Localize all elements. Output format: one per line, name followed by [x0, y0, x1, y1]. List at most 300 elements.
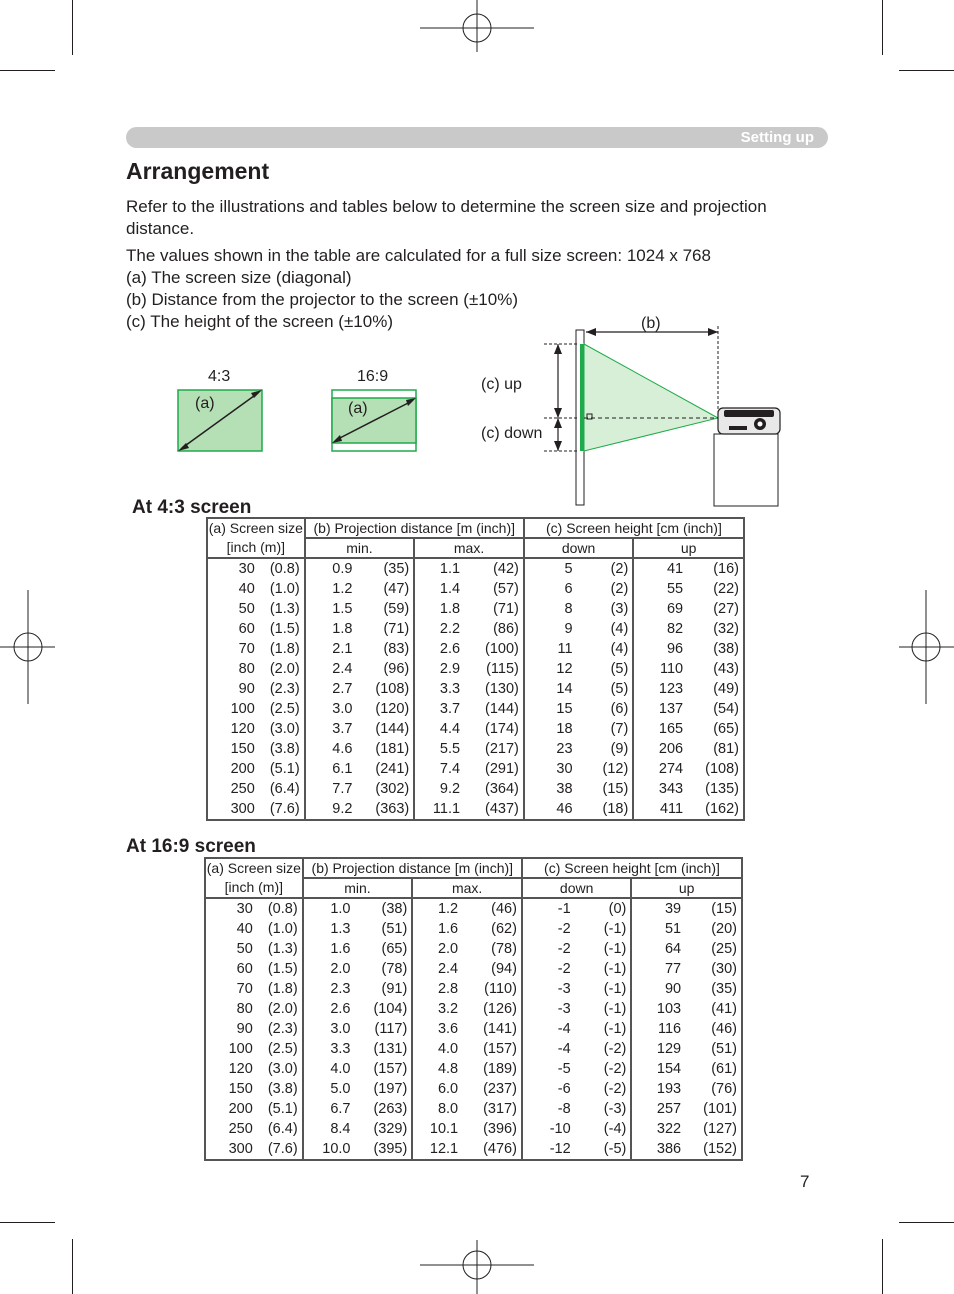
table-cell: 1.8: [439, 601, 461, 617]
height-up-label: (c) up: [481, 376, 522, 393]
table-cell: 7.4: [439, 761, 461, 777]
table-cell: -4: [557, 1021, 571, 1037]
table-cell: (363): [356, 799, 414, 820]
table-cell: (110): [462, 979, 522, 999]
table-cell: (476): [462, 1139, 522, 1160]
header-projection-distance: (b) Projection distance [m (inch)]: [305, 518, 524, 538]
table-cell: (2.3): [259, 679, 305, 699]
table-cell: (120): [356, 699, 414, 719]
table-cell: -8: [557, 1101, 571, 1117]
table-43: [206, 517, 745, 821]
table-row: [207, 579, 744, 599]
legend-b: (b) Distance from the projector to the screen (±10%): [126, 290, 518, 309]
table-cell: (38): [354, 898, 412, 919]
table-cell: (71): [464, 599, 524, 619]
table-cell: (57): [464, 579, 524, 599]
table-cell: 1.0: [330, 901, 351, 917]
table-cell: (135): [687, 779, 744, 799]
table-cell: 64: [664, 941, 682, 957]
table-cell: 2.4: [332, 661, 353, 677]
table-row: [207, 599, 744, 619]
table-cell: (141): [462, 1019, 522, 1039]
table-cell: (65): [354, 939, 412, 959]
section-label: Setting up: [740, 129, 814, 146]
table-cell: 9.2: [305, 799, 357, 820]
table-cell: (3.8): [259, 739, 305, 759]
table-cell: 3.7: [439, 701, 461, 717]
table-cell: (7.6): [259, 799, 305, 820]
table-cell: 120: [207, 719, 259, 739]
table-cell: 250: [207, 779, 259, 799]
table-cell: (5.1): [257, 1099, 303, 1119]
table-cell: (76): [685, 1079, 742, 1099]
table-cell: (47): [356, 579, 414, 599]
table-cell: (2.5): [257, 1039, 303, 1059]
table-cell: (54): [687, 699, 744, 719]
table-cell: 1.6: [330, 941, 351, 957]
table-row: [207, 619, 744, 639]
table-cell: 10.1: [429, 1121, 459, 1137]
table-cell: (-1): [575, 959, 632, 979]
table-cell: 15: [556, 701, 573, 717]
projection-beam: [584, 344, 718, 451]
table-cell: (237): [462, 1079, 522, 1099]
table-cell: 4.8: [437, 1061, 459, 1077]
table-cell: 1.2: [332, 581, 353, 597]
table-cell: (78): [462, 939, 522, 959]
table-cell: 137: [658, 701, 684, 717]
table-cell: 90: [205, 1019, 257, 1039]
table-cell: 41: [666, 561, 684, 577]
table-cell: 3.0: [330, 1021, 351, 1037]
table-cell: (-4): [575, 1119, 632, 1139]
table-cell: (41): [685, 999, 742, 1019]
table-cell: (96): [356, 659, 414, 679]
table-cell: (108): [687, 759, 744, 779]
table-row: [205, 1019, 742, 1039]
table-cell: 5.5: [439, 741, 461, 757]
ratio-43-label: 4:3: [208, 368, 231, 385]
table-169-heading: At 16:9 screen: [126, 836, 256, 857]
table-cell: (91): [354, 979, 412, 999]
table-cell: -3: [557, 981, 571, 997]
table-cell: 386: [631, 1139, 685, 1160]
table-cell: -12: [522, 1139, 575, 1160]
table-169-body: [205, 898, 742, 1160]
table-cell: 7.7: [332, 781, 353, 797]
table-row: [205, 999, 742, 1019]
table-row: [207, 639, 744, 659]
header-down: down: [522, 878, 631, 898]
table-cell: (-1): [575, 999, 632, 1019]
table-cell: -2: [557, 941, 571, 957]
table-row: [207, 799, 744, 820]
table-cell: (317): [462, 1099, 522, 1119]
table-cell: (152): [685, 1139, 742, 1160]
table-cell: 4.6: [332, 741, 353, 757]
table-cell: (3.0): [257, 1059, 303, 1079]
table-row: [207, 779, 744, 799]
table-cell: -10: [549, 1121, 571, 1137]
screen-surface: [580, 344, 584, 451]
table-cell: 4.0: [330, 1061, 351, 1077]
table-cell: 2.1: [332, 641, 353, 657]
table-cell: (-2): [575, 1079, 632, 1099]
table-cell: (-5): [575, 1139, 632, 1160]
table-cell: 5: [564, 561, 573, 577]
table-cell: (291): [464, 759, 524, 779]
table-cell: (3.8): [257, 1079, 303, 1099]
table-cell: (9): [577, 739, 634, 759]
table-cell: 2.6: [330, 1001, 351, 1017]
header-screen-size-unit: [inch (m)]: [207, 538, 305, 558]
table-cell: 300: [207, 799, 259, 820]
table-cell: (12): [577, 759, 634, 779]
header-screen-height: (c) Screen height [cm (inch)]: [522, 858, 742, 878]
table-cell: -1: [557, 901, 571, 917]
table-cell: 6.0: [437, 1081, 459, 1097]
table-cell: 50: [207, 599, 259, 619]
table-cell: 116: [657, 1021, 682, 1037]
table-cell: (104): [354, 999, 412, 1019]
projector-icon: [718, 408, 780, 434]
header-min: min.: [303, 878, 413, 898]
table-cell: 3.7: [332, 721, 353, 737]
table-43-body: [207, 558, 744, 820]
table-row: [207, 558, 744, 579]
table-cell: 300: [205, 1139, 257, 1160]
table-cell: 51: [664, 921, 682, 937]
table-cell: (-2): [575, 1039, 632, 1059]
table-cell: (71): [356, 619, 414, 639]
table-cell: (2.5): [259, 699, 305, 719]
table-cell: 8.4: [330, 1121, 351, 1137]
legend-c: (c) The height of the screen (±10%): [126, 312, 393, 331]
distance-label: (b): [641, 315, 661, 332]
table-cell: (-2): [575, 1059, 632, 1079]
table-cell: (7): [577, 719, 634, 739]
table-cell: 2.0: [330, 961, 351, 977]
table-cell: 103: [656, 1001, 682, 1017]
table-cell: (1.5): [259, 619, 305, 639]
table-cell: (197): [354, 1079, 412, 1099]
table-cell: 1.1: [439, 561, 461, 577]
table-cell: (0): [575, 898, 632, 919]
table-cell: 2.3: [330, 981, 351, 997]
height-down-label: (c) down: [481, 425, 543, 442]
table-cell: 90: [664, 981, 682, 997]
table-cell: 18: [556, 721, 573, 737]
table-row: [205, 1059, 742, 1079]
table-cell: (437): [464, 799, 524, 820]
table-cell: 274: [658, 761, 684, 777]
header-min: min.: [305, 538, 415, 558]
table-cell: 8: [564, 601, 573, 617]
ratio-169-label: 16:9: [357, 368, 389, 385]
diagonal-label-169: (a): [348, 400, 368, 417]
table-cell: 6.7: [330, 1101, 351, 1117]
header-screen-size: (a) Screen size: [206, 860, 301, 876]
table-cell: 150: [207, 739, 259, 759]
table-cell: 60: [207, 619, 259, 639]
table-cell: (15): [685, 898, 742, 919]
table-cell: (130): [464, 679, 524, 699]
table-cell: 3.0: [332, 701, 353, 717]
table-cell: (62): [462, 919, 522, 939]
table-cell: (302): [356, 779, 414, 799]
table-cell: 120: [205, 1059, 257, 1079]
table-row: [207, 659, 744, 679]
header-max: max.: [412, 878, 522, 898]
table-row: [207, 679, 744, 699]
table-cell: (25): [685, 939, 742, 959]
table-row: [205, 919, 742, 939]
table-cell: (49): [687, 679, 744, 699]
table-cell: 1.5: [332, 601, 353, 617]
table-cell: 80: [205, 999, 257, 1019]
table-cell: 96: [666, 641, 684, 657]
table-cell: 90: [207, 679, 259, 699]
table-cell: 411: [633, 799, 687, 820]
table-cell: (22): [687, 579, 744, 599]
table-cell: 70: [207, 639, 259, 659]
table-cell: 0.9: [332, 561, 353, 577]
diagonal-label-43: (a): [195, 395, 215, 412]
table-cell: (46): [462, 898, 522, 919]
table-cell: (38): [687, 639, 744, 659]
table-row: [205, 1139, 742, 1160]
table-row: [205, 959, 742, 979]
table-cell: (51): [354, 919, 412, 939]
page-title: Arrangement: [126, 158, 270, 184]
table-cell: (-1): [575, 919, 632, 939]
table-cell: (1.0): [259, 579, 305, 599]
table-cell: (30): [685, 959, 742, 979]
table-cell: (5.1): [259, 759, 305, 779]
table-cell: (263): [354, 1099, 412, 1119]
table-cell: (4): [577, 639, 634, 659]
table-cell: 40: [205, 919, 257, 939]
table-cell: 343: [658, 781, 684, 797]
table-cell: (35): [356, 558, 414, 579]
page-number: 7: [800, 1172, 810, 1191]
table-cell: (144): [356, 719, 414, 739]
table-cell: (3): [577, 599, 634, 619]
table-cell: (181): [356, 739, 414, 759]
table-cell: (6.4): [259, 779, 305, 799]
table-cell: 3.6: [437, 1021, 459, 1037]
table-cell: 4.4: [439, 721, 461, 737]
table-cell: 257: [656, 1101, 682, 1117]
table-row: [207, 699, 744, 719]
table-cell: 10.0: [303, 1139, 355, 1160]
table-cell: 46: [524, 799, 577, 820]
table-cell: (217): [464, 739, 524, 759]
table-cell: 2.7: [332, 681, 353, 697]
table-cell: 1.8: [332, 621, 353, 637]
table-cell: 2.9: [439, 661, 461, 677]
table-cell: (42): [464, 558, 524, 579]
table-cell: (2.0): [257, 999, 303, 1019]
table-cell: 1.6: [437, 921, 459, 937]
table-cell: 193: [656, 1081, 682, 1097]
table-cell: (241): [356, 759, 414, 779]
table-cell: (395): [354, 1139, 412, 1160]
table-cell: (65): [687, 719, 744, 739]
table-cell: (0.8): [259, 558, 305, 579]
table-cell: (51): [685, 1039, 742, 1059]
header-up: up: [633, 538, 744, 558]
table-cell: 6: [564, 581, 573, 597]
table-cell: 206: [658, 741, 684, 757]
table-cell: (131): [354, 1039, 412, 1059]
table-cell: 12: [556, 661, 573, 677]
table-cell: 30: [205, 898, 257, 919]
table-cell: (1.8): [257, 979, 303, 999]
table-cell: -3: [557, 1001, 571, 1017]
table-cell: -4: [557, 1041, 571, 1057]
table-cell: (329): [354, 1119, 412, 1139]
table-cell: (15): [577, 779, 634, 799]
table-cell: 82: [666, 621, 684, 637]
table-row: [205, 1099, 742, 1119]
table-cell: -5: [557, 1061, 571, 1077]
table-cell: (20): [685, 919, 742, 939]
intro-values-note: The values shown in the table are calculated for a full size screen: 1024 x 768: [126, 246, 711, 265]
table-cell: (364): [464, 779, 524, 799]
table-row: [205, 1119, 742, 1139]
table-cell: 55: [666, 581, 684, 597]
table-cell: 80: [207, 659, 259, 679]
table-cell: 1.3: [330, 921, 351, 937]
section-header-bar: [126, 127, 828, 148]
table-cell: -6: [557, 1081, 571, 1097]
table-cell: 3.3: [330, 1041, 351, 1057]
table-cell: 5.0: [330, 1081, 351, 1097]
table-cell: 1.2: [437, 901, 459, 917]
table-row: [205, 1079, 742, 1099]
table-cell: 154: [656, 1061, 682, 1077]
table-cell: (6.4): [257, 1119, 303, 1139]
table-cell: (-1): [575, 1019, 632, 1039]
intro-paragraph: Refer to the illustrations and tables below to determine the screen size and projection distance.: [126, 197, 767, 238]
table-cell: 60: [205, 959, 257, 979]
table-cell: (100): [464, 639, 524, 659]
table-cell: 39: [664, 901, 682, 917]
table-cell: 6.1: [332, 761, 353, 777]
table-cell: (108): [356, 679, 414, 699]
table-cell: 11.1: [414, 799, 464, 820]
screen-ratio-diagram: [170, 380, 430, 470]
table-cell: (61): [685, 1059, 742, 1079]
table-cell: (5): [577, 679, 634, 699]
table-cell: (174): [464, 719, 524, 739]
table-cell: 129: [656, 1041, 682, 1057]
table-cell: 100: [205, 1039, 257, 1059]
table-cell: (189): [462, 1059, 522, 1079]
table-cell: (144): [464, 699, 524, 719]
table-cell: (396): [462, 1119, 522, 1139]
table-cell: (27): [687, 599, 744, 619]
header-screen-size-unit: [inch (m)]: [205, 878, 303, 898]
table-row: [205, 979, 742, 999]
table-cell: 165: [658, 721, 684, 737]
table-row: [205, 1039, 742, 1059]
table-cell: (3.0): [259, 719, 305, 739]
table-cell: (-1): [575, 939, 632, 959]
table-cell: (43): [687, 659, 744, 679]
table-row: [207, 739, 744, 759]
table-cell: 2.8: [437, 981, 459, 997]
header-screen-height: (c) Screen height [cm (inch)]: [524, 518, 744, 538]
table-row: [205, 898, 742, 919]
projection-diagram: [530, 320, 790, 515]
table-cell: (5): [577, 659, 634, 679]
table-cell: 322: [656, 1121, 682, 1137]
table-cell: 2.0: [437, 941, 459, 957]
table-cell: 11: [557, 641, 573, 657]
table-cell: (115): [464, 659, 524, 679]
table-cell: (2): [577, 579, 634, 599]
table-cell: -2: [557, 961, 571, 977]
table-cell: 30: [207, 558, 259, 579]
table-cell: (6): [577, 699, 634, 719]
table-cell: 30: [556, 761, 573, 777]
table-row: [207, 759, 744, 779]
table-cell: (1.5): [257, 959, 303, 979]
table-43-heading: At 4:3 screen: [132, 497, 252, 518]
table-cell: (81): [687, 739, 744, 759]
table-cell: 14: [556, 681, 573, 697]
table-cell: (1.3): [257, 939, 303, 959]
table-cell: (59): [356, 599, 414, 619]
table-cell: (157): [462, 1039, 522, 1059]
table-cell: 100: [207, 699, 259, 719]
table-cell: 2.4: [437, 961, 459, 977]
table-cell: (-1): [575, 979, 632, 999]
table-169: [204, 857, 743, 1161]
table-cell: (83): [356, 639, 414, 659]
table-cell: (32): [687, 619, 744, 639]
table-cell: 110: [659, 661, 684, 677]
table-cell: (18): [577, 799, 634, 820]
table-cell: 69: [666, 601, 684, 617]
table-cell: (1.8): [259, 639, 305, 659]
table-cell: 2.6: [439, 641, 461, 657]
table-cell: (7.6): [257, 1139, 303, 1160]
table-cell: 38: [556, 781, 573, 797]
table-cell: 2.2: [439, 621, 461, 637]
table-cell: (157): [354, 1059, 412, 1079]
table-cell: 77: [664, 961, 682, 977]
table-cell: (86): [464, 619, 524, 639]
table-cell: (162): [687, 799, 744, 820]
table-cell: 123: [658, 681, 684, 697]
header-up: up: [631, 878, 742, 898]
table-cell: 23: [556, 741, 573, 757]
table-cell: (78): [354, 959, 412, 979]
projector-table: [714, 434, 778, 506]
table-cell: 3.3: [439, 681, 461, 697]
table-cell: 1.4: [439, 581, 461, 597]
table-row: [207, 719, 744, 739]
table-cell: 9.2: [439, 781, 461, 797]
table-cell: (4): [577, 619, 634, 639]
table-cell: (1.0): [257, 919, 303, 939]
table-cell: (0.8): [257, 898, 303, 919]
header-screen-size: (a) Screen size: [208, 520, 303, 536]
table-cell: 250: [205, 1119, 257, 1139]
